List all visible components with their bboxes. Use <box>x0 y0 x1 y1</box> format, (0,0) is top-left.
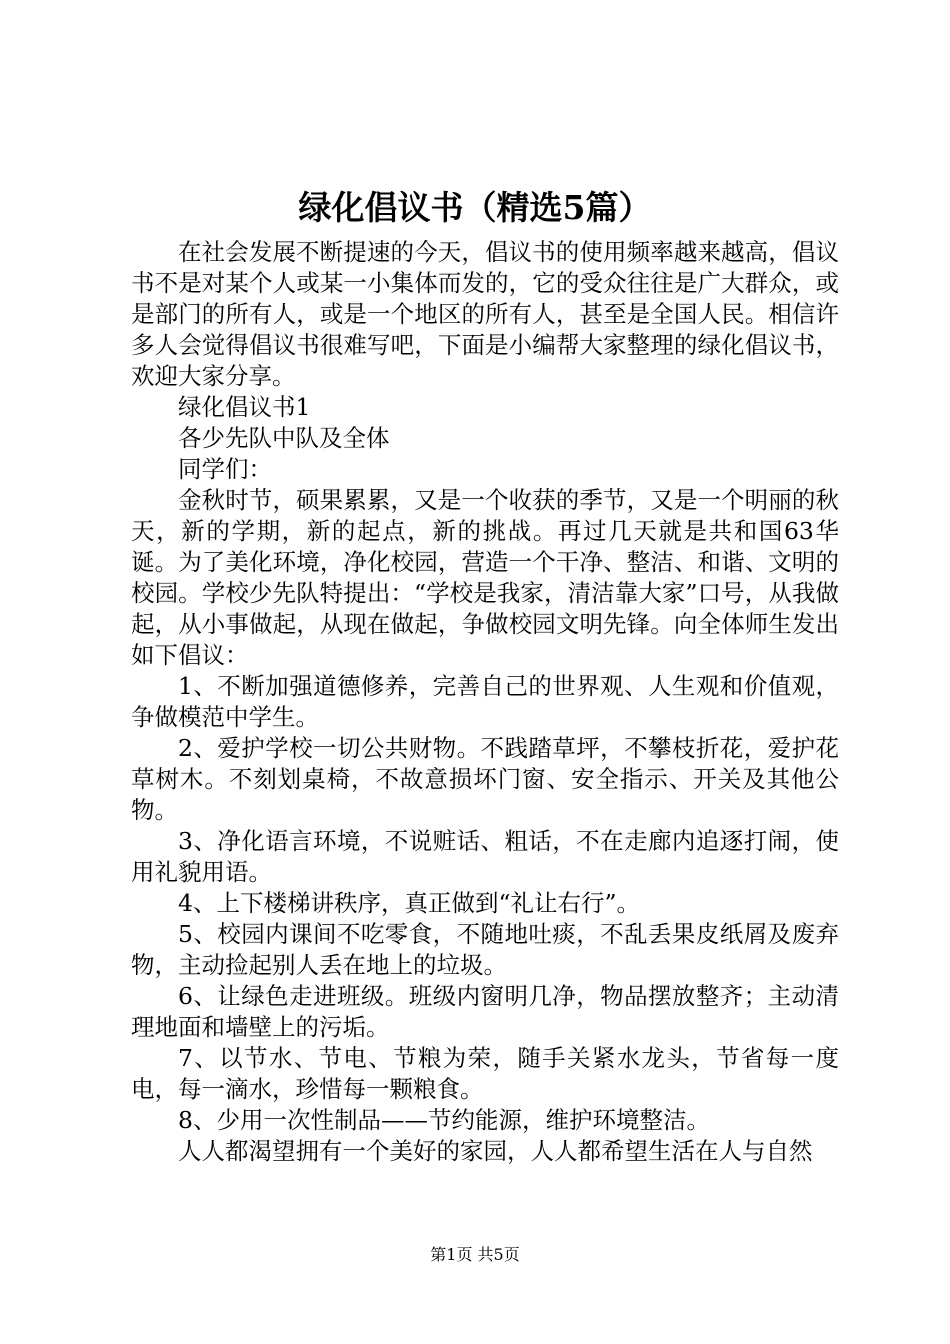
list-item: 8、少用一次性制品——节约能源，维护环境整洁。 <box>178 1106 710 1134</box>
section-heading: 绿化倡议书1 <box>178 393 311 421</box>
document-title: 绿化倡议书（精选5篇） <box>298 188 652 227</box>
list-item: 1、不断加强道德修养，完善自己的世界观、人生观和价值观，争做模范中学生。 <box>131 672 839 731</box>
list-item: 3、净化语言环境，不说赃话、粗话，不在走廊内追逐打闹，使用礼貌用语。 <box>131 827 839 886</box>
list-item: 6、让绿色走进班级。班级内窗明几净，物品摆放整齐；主动清理地面和墙壁上的污垢。 <box>131 982 839 1041</box>
body-paragraph: 人人都渴望拥有一个美好的家园，人人都希望生活在人与自然 <box>178 1137 813 1165</box>
page-number: 第1页 共5页 <box>430 1245 520 1264</box>
body-paragraph: 金秋时节，硕果累累，又是一个收获的季节，又是一个明丽的秋天，新的学期，新的起点，新的挑战。再过几天就是共和国63华诞。为了美化环境，净化校园，营造一个干净、整洁、和谐、文明的校园。学校少先队特提出：“学校是我家，清洁靠大家”口号，从我做起，从小事做起，从现在做起，争做校园文明先锋。向全体师生发出如下倡议： <box>131 486 839 669</box>
list-item: 2、爱护学校一切公共财物。不践踏草坪，不攀枝折花，爱护花草树木。不刻划桌椅，不故意损坏门窗、安全指示、开关及其他公物。 <box>131 734 839 824</box>
list-item: 7、以节水、节电、节粮为荣，随手关紧水龙头，节省每一度电，每一滴水，珍惜每一颗粮食。 <box>131 1044 839 1103</box>
list-item: 4、上下楼梯讲秩序，真正做到“礼让右行”。 <box>178 889 640 917</box>
salutation-line: 各少先队中队及全体 <box>178 424 390 452</box>
intro-paragraph: 在社会发展不断提速的今天，倡议书的使用频率越来越高，倡议书不是对某个人或某一小集体而发的，它的受众往往是广大群众，或是部门的所有人，或是一个地区的所有人，甚至是全国人民。相信许多人会觉得倡议书很难写吧，下面是小编帮大家整理的绿化倡议书，欢迎大家分享。 <box>131 238 839 390</box>
list-item: 5、校园内课间不吃零食，不随地吐痰，不乱丢果皮纸屑及废弃物，主动捡起别人丢在地上的垃圾。 <box>131 920 839 979</box>
document-body <box>131 237 839 1167</box>
salutation-line: 同学们： <box>178 455 272 483</box>
